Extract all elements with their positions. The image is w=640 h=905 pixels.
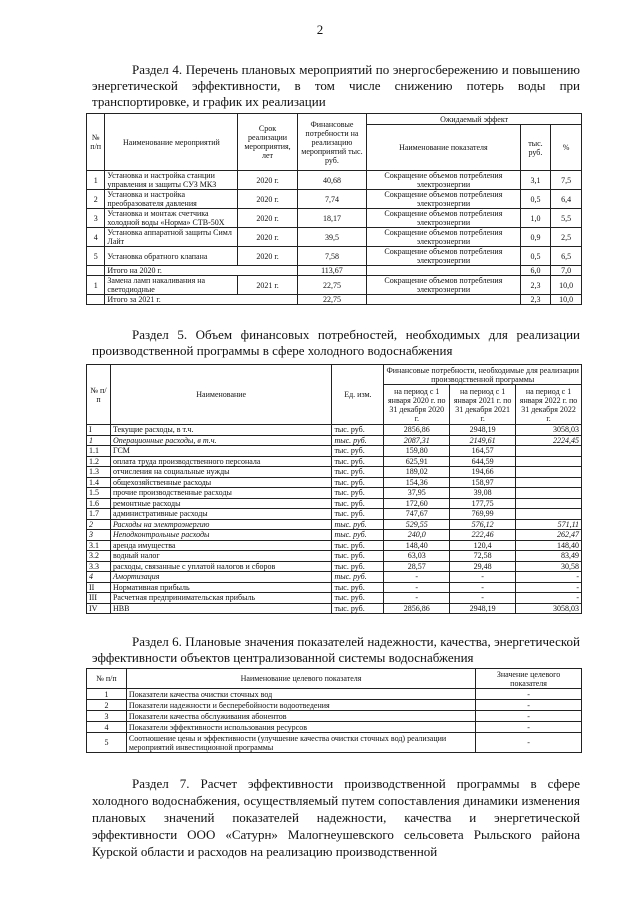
row-value-2020: 240,0 bbox=[384, 530, 450, 541]
row-unit: тыс. руб. bbox=[332, 603, 384, 614]
t4-header-indicator: Наименование показателя bbox=[367, 125, 520, 171]
row-value-2022: - bbox=[516, 572, 582, 583]
row-unit: тыс. руб. bbox=[332, 435, 384, 446]
t6-header-value: Значение целевого показателя bbox=[476, 669, 582, 689]
total-indicator bbox=[367, 266, 520, 276]
row-value-2022: 148,40 bbox=[516, 540, 582, 551]
section5-table bbox=[86, 364, 582, 614]
row-name: Показатели надежности и бесперебойности водоотведения bbox=[126, 700, 475, 711]
section4-title: Раздел 4. Перечень плановых мероприятий по энергосбережению и повышению энергетической эффективности, в том числе снижению потерь воды при транспортировке, и график их реализации bbox=[92, 62, 580, 109]
row-value-2021: 39,08 bbox=[450, 488, 516, 499]
row-rub: 2,3 bbox=[520, 276, 551, 295]
row-name: Неподконтрольные расходы bbox=[110, 530, 331, 541]
total-rub: 6,0 bbox=[520, 266, 551, 276]
row-unit: тыс. руб. bbox=[332, 425, 384, 436]
t5-header-2022: на период с 1 января 2022 г. по 31 декабря 2022 г. bbox=[516, 385, 582, 425]
row-num: 1 bbox=[87, 689, 127, 700]
t4-header-term: Срок реализации мероприятия, лет bbox=[238, 114, 297, 171]
total-row bbox=[87, 295, 582, 305]
t4-header-rub: тыс. руб. bbox=[520, 125, 551, 171]
row-name: Показатели качества обслуживания абонентов bbox=[126, 711, 475, 722]
row-value-2021: 576,12 bbox=[450, 519, 516, 530]
row-value-2021: 158,97 bbox=[450, 477, 516, 488]
row-finance: 7,58 bbox=[297, 247, 367, 266]
table-row bbox=[87, 733, 582, 753]
row-value-2020: 159,80 bbox=[384, 446, 450, 457]
t6-header-name: Наименование целевого показателя bbox=[126, 669, 475, 689]
table-row bbox=[87, 711, 582, 722]
row-term: 2020 г. bbox=[238, 209, 297, 228]
row-num: 1.7 bbox=[87, 509, 111, 520]
row-indicator: Сокращение объемов потребления электроэнергии bbox=[367, 190, 520, 209]
row-value-2020: 2856,86 bbox=[384, 425, 450, 436]
row-num: I bbox=[87, 425, 111, 436]
row-unit: тыс. руб. bbox=[332, 446, 384, 457]
table-row bbox=[87, 209, 582, 228]
row-name: общехозяйственные расходы bbox=[110, 477, 331, 488]
row-percent: 7,5 bbox=[551, 171, 582, 190]
row-value-2020: 2856,86 bbox=[384, 603, 450, 614]
total-rub: 2,3 bbox=[520, 295, 551, 305]
row-name: ГСМ bbox=[110, 446, 331, 457]
table-row bbox=[87, 247, 582, 266]
row-num bbox=[87, 266, 105, 276]
row-value-2022: 30,58 bbox=[516, 561, 582, 572]
t6-header-num: № п/п bbox=[87, 669, 127, 689]
row-term: 2020 г. bbox=[238, 190, 297, 209]
row-unit: тыс. руб. bbox=[332, 498, 384, 509]
row-name: Расчетная предпринимательская прибыль bbox=[110, 593, 331, 604]
section5-title: Раздел 5. Объем финансовых потребностей, необходимых для реализации производственной программы в сфере холодного водоснабжения bbox=[92, 327, 580, 358]
table-row bbox=[87, 582, 582, 593]
row-term: 2020 г. bbox=[238, 171, 297, 190]
row-finance: 18,17 bbox=[297, 209, 367, 228]
table-row bbox=[87, 540, 582, 551]
row-name: Расходы на электроэнергию bbox=[110, 519, 331, 530]
row-value-2020: 154,36 bbox=[384, 477, 450, 488]
row-name: оплата труда производственного персонала bbox=[110, 456, 331, 467]
table-row bbox=[87, 700, 582, 711]
table-row bbox=[87, 228, 582, 247]
row-num: 3 bbox=[87, 711, 127, 722]
row-num: 2 bbox=[87, 700, 127, 711]
row-name: Нормативная прибыль bbox=[110, 582, 331, 593]
table-row bbox=[87, 722, 582, 733]
row-name: Показатели качества очистки сточных вод bbox=[126, 689, 475, 700]
row-num: 3.2 bbox=[87, 551, 111, 562]
section7-text: Раздел 7. Расчет эффективности производственной программы в сфере холодного водоснабжения, осуществляемый путем сопоставления динамики изменения плановых значений показателей надежности, качества и энергетической эффективности ООО «Сатурн» Малогнеушевского сельсовета Рыльского района Курской области и расходов на реализацию производственной bbox=[92, 776, 580, 859]
row-num: 5 bbox=[87, 247, 105, 266]
t5-header-num: № п/п bbox=[87, 365, 111, 425]
row-percent: 10,0 bbox=[551, 276, 582, 295]
row-num: 1 bbox=[87, 276, 105, 295]
row-num: 4 bbox=[87, 572, 111, 583]
row-num: 1.1 bbox=[87, 446, 111, 457]
row-name: Соотношение цены и эффективности (улучшение качества очистки сточных вод) реализации мероприятий инвестиционной программы bbox=[126, 733, 475, 753]
row-unit: тыс. руб. bbox=[332, 456, 384, 467]
row-name: водный налог bbox=[110, 551, 331, 562]
row-value-2022 bbox=[516, 488, 582, 499]
row-value: - bbox=[476, 689, 582, 700]
row-value-2020: 63,03 bbox=[384, 551, 450, 562]
row-unit: тыс. руб. bbox=[332, 593, 384, 604]
table-row bbox=[87, 561, 582, 572]
table-row bbox=[87, 477, 582, 488]
row-value-2022: 2224,45 bbox=[516, 435, 582, 446]
row-value-2021: 2948,19 bbox=[450, 425, 516, 436]
row-num: 1.3 bbox=[87, 467, 111, 478]
t4-header-num: № п/п bbox=[87, 114, 105, 171]
table-row bbox=[87, 572, 582, 583]
row-value-2022: 571,11 bbox=[516, 519, 582, 530]
row-indicator: Сокращение объемов потребления электроэнергии bbox=[367, 209, 520, 228]
table-row bbox=[87, 276, 582, 295]
row-name: прочие производственные расходы bbox=[110, 488, 331, 499]
row-unit: тыс. руб. bbox=[332, 572, 384, 583]
row-term: 2020 г. bbox=[238, 228, 297, 247]
row-num: 1.5 bbox=[87, 488, 111, 499]
row-value-2022 bbox=[516, 446, 582, 457]
row-value-2021: - bbox=[450, 593, 516, 604]
row-value-2021: 194,66 bbox=[450, 467, 516, 478]
t5-header-2020: на период с 1 января 2020 г. по 31 декабря 2020 г. bbox=[384, 385, 450, 425]
row-unit: тыс. руб. bbox=[332, 509, 384, 520]
row-num: 1.6 bbox=[87, 498, 111, 509]
row-indicator: Сокращение объемов потребления электроэнергии bbox=[367, 228, 520, 247]
row-unit: тыс. руб. bbox=[332, 467, 384, 478]
total-percent: 7,0 bbox=[551, 266, 582, 276]
row-finance: 39,5 bbox=[297, 228, 367, 247]
row-name: административные расходы bbox=[110, 509, 331, 520]
row-value-2022 bbox=[516, 477, 582, 488]
row-unit: тыс. руб. bbox=[332, 519, 384, 530]
row-name: аренда имущества bbox=[110, 540, 331, 551]
row-value-2020: 625,91 bbox=[384, 456, 450, 467]
row-value-2021: 29,48 bbox=[450, 561, 516, 572]
row-name: Установка аппаратной защиты Симл Лайт bbox=[105, 228, 238, 247]
row-value-2020: 529,55 bbox=[384, 519, 450, 530]
row-value-2021: 222,46 bbox=[450, 530, 516, 541]
t5-header-unit: Ед. изм. bbox=[332, 365, 384, 425]
row-value-2020: 172,60 bbox=[384, 498, 450, 509]
total-indicator bbox=[367, 295, 520, 305]
total-label: Итого за 2021 г. bbox=[105, 295, 297, 305]
row-finance: 40,68 bbox=[297, 171, 367, 190]
total-row bbox=[87, 266, 582, 276]
t4-header-effect: Ожидаемый эффект bbox=[367, 114, 582, 125]
row-unit: тыс. руб. bbox=[332, 540, 384, 551]
row-value-2022: 262,47 bbox=[516, 530, 582, 541]
row-value-2020: 189,02 bbox=[384, 467, 450, 478]
table-row bbox=[87, 498, 582, 509]
row-rub: 0,9 bbox=[520, 228, 551, 247]
row-value-2022 bbox=[516, 456, 582, 467]
t5-header-name: Наименование bbox=[110, 365, 331, 425]
row-value-2022: - bbox=[516, 593, 582, 604]
table-row bbox=[87, 551, 582, 562]
t5-header-2021: на период с 1 января 2021 г. по 31 декабря 2021 г. bbox=[450, 385, 516, 425]
table-row bbox=[87, 593, 582, 604]
row-value-2021: 177,75 bbox=[450, 498, 516, 509]
row-finance: 22,75 bbox=[297, 276, 367, 295]
table-row bbox=[87, 456, 582, 467]
table-row bbox=[87, 171, 582, 190]
row-indicator: Сокращение объемов потребления электроэнергии bbox=[367, 171, 520, 190]
row-rub: 0,5 bbox=[520, 247, 551, 266]
row-value-2020: 2087,31 bbox=[384, 435, 450, 446]
row-num: 1.4 bbox=[87, 477, 111, 488]
row-value-2021: 72,58 bbox=[450, 551, 516, 562]
row-unit: тыс. руб. bbox=[332, 530, 384, 541]
row-value-2020: 28,57 bbox=[384, 561, 450, 572]
row-percent: 6,5 bbox=[551, 247, 582, 266]
row-value-2021: - bbox=[450, 572, 516, 583]
table-row bbox=[87, 519, 582, 530]
row-name: Текущие расходы, в т.ч. bbox=[110, 425, 331, 436]
row-value-2022: 3058,03 bbox=[516, 425, 582, 436]
row-name: Замена ламп накаливания на светодиодные bbox=[105, 276, 238, 295]
row-unit: тыс. руб. bbox=[332, 488, 384, 499]
row-value: - bbox=[476, 700, 582, 711]
row-value-2020: - bbox=[384, 572, 450, 583]
row-value-2022: - bbox=[516, 582, 582, 593]
t4-header-finance: Финансовые потребности на реализацию мероприятий тыс. руб. bbox=[297, 114, 367, 171]
row-percent: 2,5 bbox=[551, 228, 582, 247]
row-value-2021: 644,59 bbox=[450, 456, 516, 467]
t4-header-name: Наименование мероприятий bbox=[105, 114, 238, 171]
row-value-2020: 148,40 bbox=[384, 540, 450, 551]
row-rub: 3,1 bbox=[520, 171, 551, 190]
table-row bbox=[87, 435, 582, 446]
table-row bbox=[87, 467, 582, 478]
row-value-2020: - bbox=[384, 582, 450, 593]
row-name: ремонтные расходы bbox=[110, 498, 331, 509]
section6-table bbox=[86, 668, 582, 753]
table-row bbox=[87, 425, 582, 436]
row-value: - bbox=[476, 711, 582, 722]
table-row bbox=[87, 190, 582, 209]
row-value: - bbox=[476, 733, 582, 753]
section4-table bbox=[86, 113, 582, 305]
row-value-2020: - bbox=[384, 593, 450, 604]
row-indicator: Сокращение объемов потребления электроэнергии bbox=[367, 276, 520, 295]
row-percent: 5,5 bbox=[551, 209, 582, 228]
row-value-2021: 120,4 bbox=[450, 540, 516, 551]
row-value-2021: 2149,61 bbox=[450, 435, 516, 446]
row-num: 3 bbox=[87, 530, 111, 541]
table-row bbox=[87, 488, 582, 499]
row-unit: тыс. руб. bbox=[332, 551, 384, 562]
table-row bbox=[87, 530, 582, 541]
row-term: 2021 г. bbox=[238, 276, 297, 295]
row-num: III bbox=[87, 593, 111, 604]
row-name: отчисления на социальные нужды bbox=[110, 467, 331, 478]
row-finance: 7,74 bbox=[297, 190, 367, 209]
row-rub: 1,0 bbox=[520, 209, 551, 228]
row-term: 2020 г. bbox=[238, 247, 297, 266]
row-name: расходы, связанные с уплатой налогов и сборов bbox=[110, 561, 331, 572]
row-num: 1 bbox=[87, 435, 111, 446]
row-name: Установка и настройка преобразователя давления bbox=[105, 190, 238, 209]
row-value-2021: 769,99 bbox=[450, 509, 516, 520]
row-num: 1.2 bbox=[87, 456, 111, 467]
row-value-2022: 83,49 bbox=[516, 551, 582, 562]
row-value-2022 bbox=[516, 509, 582, 520]
row-name: Установка обратного клапана bbox=[105, 247, 238, 266]
row-indicator: Сокращение объемов потребления электроэнергии bbox=[367, 247, 520, 266]
row-value-2021: - bbox=[450, 582, 516, 593]
row-num: IV bbox=[87, 603, 111, 614]
table-row bbox=[87, 446, 582, 457]
row-name: Установка и настройка станции управления и защиты СУЗ МКЗ bbox=[105, 171, 238, 190]
row-num: 3 bbox=[87, 209, 105, 228]
row-value-2020: 37,95 bbox=[384, 488, 450, 499]
row-name: Операционные расходы, в т.ч. bbox=[110, 435, 331, 446]
row-value-2022 bbox=[516, 498, 582, 509]
row-value-2021: 164,57 bbox=[450, 446, 516, 457]
table-row bbox=[87, 689, 582, 700]
row-value: - bbox=[476, 722, 582, 733]
row-num: II bbox=[87, 582, 111, 593]
section6-title: Раздел 6. Плановые значения показателей надежности, качества, энергетической эффективности объектов централизованной системы водоснабжения bbox=[92, 634, 580, 665]
row-name: Установка и монтаж счетчика холодной воды «Норма» СТВ-50Х bbox=[105, 209, 238, 228]
row-num: 3.1 bbox=[87, 540, 111, 551]
t4-header-percent: % bbox=[551, 125, 582, 171]
row-value-2021: 2948,19 bbox=[450, 603, 516, 614]
row-num: 2 bbox=[87, 190, 105, 209]
row-unit: тыс. руб. bbox=[332, 477, 384, 488]
row-name: НВВ bbox=[110, 603, 331, 614]
row-value-2020: 747,67 bbox=[384, 509, 450, 520]
total-percent: 10,0 bbox=[551, 295, 582, 305]
total-finance: 113,67 bbox=[297, 266, 367, 276]
table-row bbox=[87, 603, 582, 614]
row-unit: тыс. руб. bbox=[332, 582, 384, 593]
row-rub: 0,5 bbox=[520, 190, 551, 209]
row-name: Амортизация bbox=[110, 572, 331, 583]
row-num: 4 bbox=[87, 722, 127, 733]
total-finance: 22,75 bbox=[297, 295, 367, 305]
row-num: 4 bbox=[87, 228, 105, 247]
row-percent: 6,4 bbox=[551, 190, 582, 209]
row-num: 1 bbox=[87, 171, 105, 190]
row-num bbox=[87, 295, 105, 305]
table-row bbox=[87, 509, 582, 520]
row-unit: тыс. руб. bbox=[332, 561, 384, 572]
total-label: Итого на 2020 г. bbox=[105, 266, 297, 276]
page-number: 2 bbox=[316, 22, 324, 37]
row-num: 2 bbox=[87, 519, 111, 530]
row-value-2022: 3058,03 bbox=[516, 603, 582, 614]
t5-header-finance: Финансовые потребности, необходимые для реализации производственной программы bbox=[384, 365, 582, 385]
row-num: 5 bbox=[87, 733, 127, 753]
row-num: 3.3 bbox=[87, 561, 111, 572]
row-name: Показатели эффективности использования ресурсов bbox=[126, 722, 475, 733]
row-value-2022 bbox=[516, 467, 582, 478]
